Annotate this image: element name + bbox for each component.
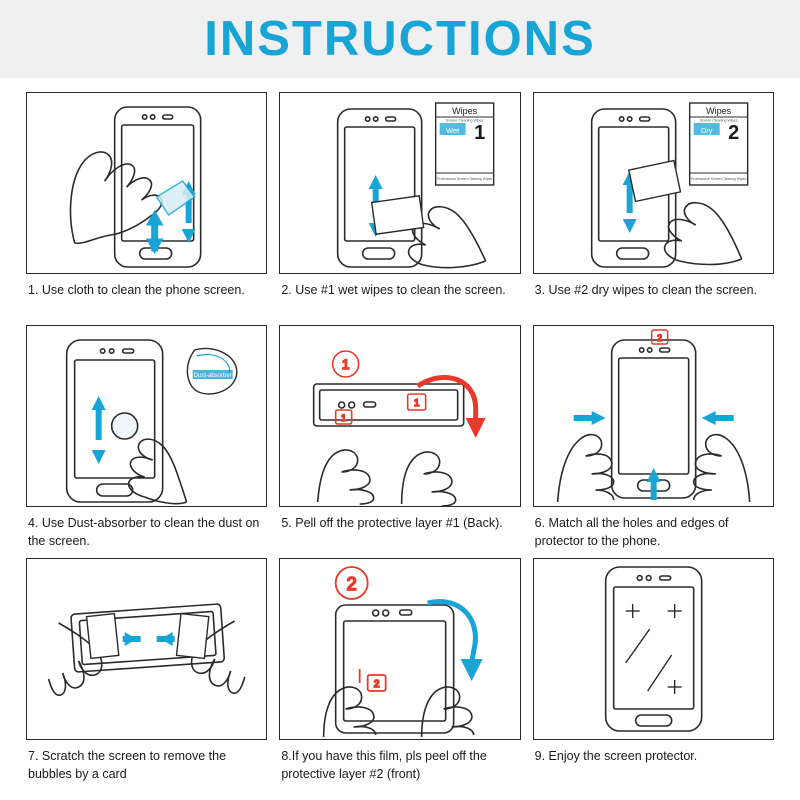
step-caption-1: 1. Use cloth to clean the phone screen. bbox=[28, 283, 245, 297]
tab-number-film-8: 2 bbox=[374, 679, 380, 690]
header-bar bbox=[0, 0, 800, 78]
packet-number-2: 1 bbox=[474, 122, 486, 144]
step-illustration-7 bbox=[26, 558, 267, 740]
step-illustration-1 bbox=[26, 92, 267, 274]
packet-title-2: Wipes bbox=[452, 106, 478, 116]
step-illustration-6 bbox=[533, 325, 774, 507]
step-cell-3 bbox=[533, 92, 774, 323]
step-illustration-8 bbox=[279, 558, 520, 740]
step-cell-4 bbox=[26, 325, 267, 556]
step-illustration-3 bbox=[533, 92, 774, 274]
step-cell-7 bbox=[26, 558, 267, 789]
packet-number-3: 2 bbox=[727, 122, 739, 144]
packet-title-3: Wipes bbox=[705, 106, 731, 116]
step-caption-2: 2. Use #1 wet wipes to clean the screen. bbox=[281, 283, 506, 297]
packet-type-2: Wet bbox=[446, 126, 460, 135]
step-caption-9: 9. Enjoy the screen protector. bbox=[534, 749, 698, 763]
packet-footer-3: Professional Screen Cleaning Wipes bbox=[690, 177, 746, 181]
step-illustration-9 bbox=[533, 558, 774, 740]
step-cell-6 bbox=[533, 325, 774, 556]
step-caption-4: 4. Use Dust-absorber to clean the dust on the screen. bbox=[28, 516, 260, 549]
packet-type-3: Dry bbox=[700, 126, 713, 135]
packet-footer-2: Professional Screen Cleaning Wipes bbox=[437, 177, 493, 181]
step-cell-2 bbox=[279, 92, 520, 323]
step-illustration-2 bbox=[279, 92, 520, 274]
step-caption-5: 5. Pell off the protective layer #1 (Back). bbox=[281, 516, 503, 530]
tab-number-6: 2 bbox=[656, 333, 662, 343]
packet-subtitle-2: Screen Cleaning Wipes bbox=[446, 118, 484, 123]
step-cell-1 bbox=[26, 92, 267, 323]
step-caption-6: 6. Match all the holes and edges of protector to the phone. bbox=[534, 516, 729, 549]
dust-absorber-sticker bbox=[187, 348, 236, 394]
step-cell-8 bbox=[279, 558, 520, 789]
tab-number-circle-5: 1 bbox=[342, 356, 350, 372]
steps-grid bbox=[0, 78, 800, 789]
step-cell-9 bbox=[533, 558, 774, 789]
tab-number-film-5: 1 bbox=[414, 398, 420, 409]
step-caption-3: 3. Use #2 dry wipes to clean the screen. bbox=[534, 283, 757, 297]
wipe-packet-group bbox=[436, 103, 494, 185]
tab-number-corner-5: 1 bbox=[341, 413, 347, 423]
tab-number-circle-8: 2 bbox=[346, 574, 357, 594]
step-caption-8: 8.If you have this film, pls peel off the protective layer #2 (front) bbox=[281, 749, 487, 782]
step-illustration-5 bbox=[279, 325, 520, 507]
step-caption-7: 7. Scratch the screen to remove the bubbles by a card bbox=[28, 749, 227, 782]
page-title: INSTRUCTIONS bbox=[204, 12, 596, 66]
packet-subtitle-3: Screen Cleaning Wipes bbox=[699, 118, 738, 123]
wipe-packet-group bbox=[689, 103, 747, 185]
dust-absorber-label: Dust-absorber bbox=[193, 373, 232, 379]
step-cell-5 bbox=[279, 325, 520, 556]
step-illustration-4 bbox=[26, 325, 267, 507]
